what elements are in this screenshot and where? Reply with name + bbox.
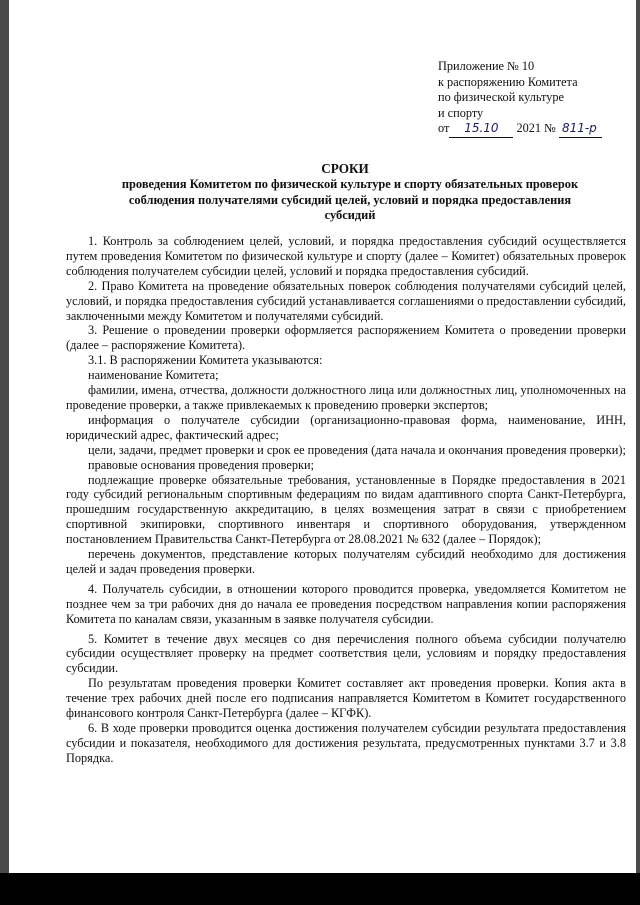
- appendix-date-line: [438, 121, 628, 138]
- list-item-committee-name: наименование Комитета;: [88, 368, 219, 383]
- appendix-line-2: к распоряжению Комитета: [438, 74, 578, 89]
- paragraph-6: 6. В ходе проверки проводится оценка достижения получателем субсидии результата предоставления субсидии и показателя, необходимого для достижения результата, предусмотренных пунктами 3.7 и 3.8 Порядка.: [66, 721, 626, 765]
- list-item-legal-basis: правовые основания проведения проверки;: [88, 457, 314, 472]
- date-prefix: от: [438, 121, 450, 136]
- paragraph-4: 4. Получатель субсидии, в отношении которого проводится проверка, уведомляется Комитетом не позднее чем за три рабочих дня до начала ее проведения посредством направления копии распоряжения Комитета по каналам связи, указанным в заявке получателя субсидии.: [66, 581, 626, 626]
- scan-edge-left: [0, 0, 9, 905]
- paragraph-1: 1. Контроль за соблюдением целей, условий, и порядка предоставления субсидий осуществляется путем проведения Комитетом по физической культуре и спорту (далее – Комитет) обязательных проверок соблюдения получателем субсидии целей, условий и порядка предоставления субсидий.: [66, 234, 626, 278]
- paragraph-5-results: По результатам проведения проверки Комитет составляет акт проведения проверки. Копия акта в течение трех рабочих дней после его подписания направляется Комитетом в Комитет государственного финансового контроля Санкт-Петербурга (далее – КГФК).: [66, 676, 626, 721]
- paragraph-3-1: 3.1. В распоряжении Комитета указываются:: [88, 353, 323, 368]
- document-title: СРОКИ: [321, 161, 369, 176]
- appendix-block: [438, 59, 628, 138]
- scan-bottom-bar: [0, 873, 640, 905]
- appendix-year: 2021 №: [516, 121, 556, 136]
- appendix-line-1: Приложение № 10: [438, 59, 535, 73]
- handwritten-date: 15.10: [449, 121, 513, 138]
- document-subtitle: проведения Комитетом по физической культуре и спорту обязательных проверок соблюдения получателями субсидий целей, условий и порядка предоставления субсидий: [121, 177, 579, 223]
- list-item-recipient-info: информация о получателе субсидии (организационно-правовая форма, наименование, ИНН, юридический адрес, фактический адрес;: [66, 412, 626, 442]
- paragraph-3: 3. Решение о проведении проверки оформляется распоряжением Комитета о проведении проверки (далее – распоряжение Комитета).: [66, 323, 626, 353]
- appendix-line-3: по физической культуре: [438, 90, 565, 105]
- list-item-documents: перечень документов, представление которых получателям субсидий необходимо для достижения целей и задач проведения проверки.: [66, 547, 626, 576]
- paragraph-5: 5. Комитет в течение двух месяцев со дня перечисления полного объема субсидии получателю субсидии осуществляет проверку на предмет соответствия цели, условиям и порядку предоставления субсидии.: [66, 631, 626, 676]
- paragraph-2: 2. Право Комитета на проведение обязательных поверок соблюдения получателями субсидий целей, условий, и порядка предоставления субсидий устанавливается соглашениями о предоставлении субсидий, заключенными между Комитетом и получателями субсидий.: [66, 278, 626, 323]
- list-item-officials: фамилии, имена, отчества, должности должностного лица или должностных лиц, уполномоченных на проведение проверки, а также привлекаемых к проведению проверки экспертов;: [66, 383, 626, 412]
- document-body: [66, 234, 626, 766]
- handwritten-number: 811-р: [559, 121, 602, 138]
- scan-edge-right: [636, 0, 640, 905]
- list-item-goals: цели, задачи, предмет проверки и срок ее проведения (дата начала и окончания проведения проверки);: [88, 442, 626, 457]
- appendix-line-4: и спорту: [438, 105, 484, 120]
- list-item-requirements: подлежащие проверке обязательные требования, установленные в Порядке предоставления в 2021 году субсидий региональным спортивным федерациям по видам адаптивного спорта Санкт-Петербурга, прошедшим государственную аккредитацию, в целях возмещения затрат в связи с приобретением спортивной экипировки, спортивного инвентаря и спортивного оборудования, утвержденном постановлением Правительства Санкт-Петербурга от 28.08.2021 № 632 (далее – Порядок);: [66, 472, 626, 547]
